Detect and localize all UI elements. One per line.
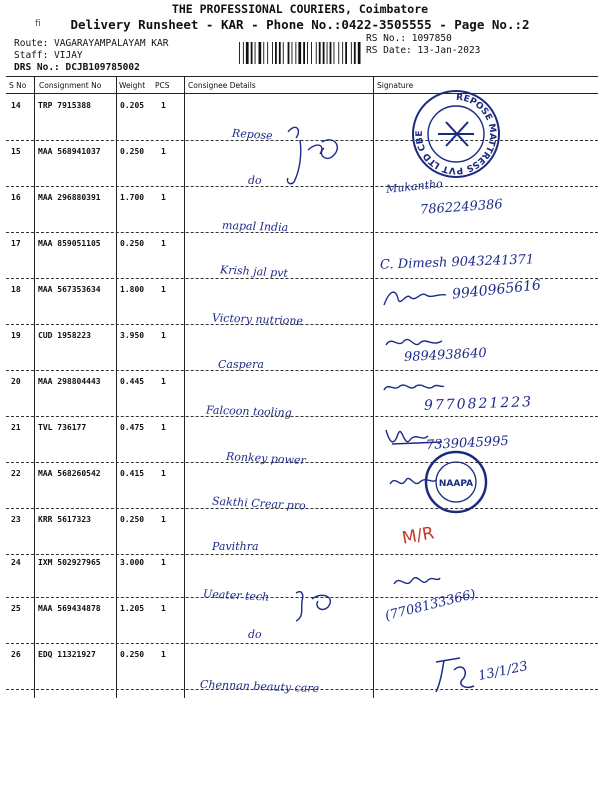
table-header-border bbox=[6, 93, 598, 94]
row-weight: 0.475 bbox=[120, 423, 145, 432]
row-sno: 16 bbox=[11, 193, 21, 202]
handwritten-consignee: Krish jal pvt bbox=[219, 263, 289, 280]
row-consignment: MAA 568941037 bbox=[38, 147, 101, 156]
handwritten-consignee: Pavithra bbox=[212, 540, 259, 553]
row-weight: 0.445 bbox=[120, 377, 145, 386]
row-sno: 23 bbox=[11, 515, 21, 524]
handwritten-consignee: Sakthi Crear pro bbox=[211, 494, 306, 513]
row-weight: 1.800 bbox=[120, 285, 145, 294]
signature-date: 13/1/23 bbox=[476, 658, 530, 685]
handwritten-consignee: do bbox=[248, 628, 262, 641]
row-pcs: 1 bbox=[161, 650, 166, 659]
table-row bbox=[0, 327, 600, 373]
signature-phone: 7862249386 bbox=[419, 197, 504, 218]
row-weight: 0.205 bbox=[120, 101, 145, 110]
runsheet-title: THE PROFESSIONAL COURIERS, Coimbatore bbox=[171, 2, 429, 16]
table-row bbox=[0, 511, 600, 557]
handwritten-consignee: mapal India bbox=[221, 218, 289, 235]
handwritten-consignee: do bbox=[248, 174, 262, 187]
signature-scribble bbox=[388, 470, 438, 494]
row-pcs: 1 bbox=[161, 193, 166, 202]
row-weight: 3.950 bbox=[120, 331, 145, 340]
svg-text:REPOSE MATTRESS PVT LTD CBE: REPOSE MATTRESS PVT LTD CBE bbox=[414, 92, 498, 176]
row-divider bbox=[6, 232, 598, 233]
row-consignment: MAA 298804443 bbox=[38, 377, 101, 386]
signature-phone: 7339045995 bbox=[425, 433, 510, 454]
row-pcs: 1 bbox=[161, 331, 166, 340]
row-divider bbox=[6, 370, 598, 371]
handwritten-bracket-mark bbox=[292, 585, 342, 625]
handwritten-consignee: Victory nutrione bbox=[211, 311, 304, 328]
signature-scribble bbox=[380, 285, 450, 309]
table-row bbox=[0, 189, 600, 235]
row-pcs: 1 bbox=[161, 604, 166, 613]
signature-phone: 9894938640 bbox=[403, 345, 488, 366]
handwritten-consignee: Ronkey power bbox=[225, 449, 307, 468]
row-pcs: 1 bbox=[161, 469, 166, 478]
signature-phone: (7708133366) bbox=[383, 586, 478, 625]
row-consignment: MAA 859051105 bbox=[38, 239, 101, 248]
barcode bbox=[238, 42, 362, 64]
row-consignment: CUD 1958223 bbox=[38, 331, 91, 340]
row-consignment: MAA 296880391 bbox=[38, 193, 101, 202]
row-pcs: 1 bbox=[161, 239, 166, 248]
row-consignment: TRP 7915388 bbox=[38, 101, 91, 110]
row-sno: 19 bbox=[11, 331, 21, 340]
row-weight: 0.250 bbox=[120, 147, 145, 156]
handwritten-consignee: Ueater tech bbox=[202, 587, 270, 604]
staff-label: Staff: VIJAY bbox=[14, 50, 83, 61]
row-weight: 0.415 bbox=[120, 469, 145, 478]
handwritten-consignee: Chennan beauty care bbox=[199, 677, 320, 696]
row-sno: 25 bbox=[11, 604, 21, 613]
row-sno: 24 bbox=[11, 558, 21, 567]
row-sno: 22 bbox=[11, 469, 21, 478]
handwritten-consignee: Falcoon tooling bbox=[205, 403, 292, 420]
row-pcs: 1 bbox=[161, 515, 166, 524]
row-consignment: MAA 568260542 bbox=[38, 469, 101, 478]
handwritten-consignee: Caspera bbox=[218, 358, 264, 371]
row-sno: 20 bbox=[11, 377, 21, 386]
signature-scribble bbox=[382, 378, 446, 396]
svg-text:NAAPA: NAAPA bbox=[438, 479, 474, 489]
row-sno: 21 bbox=[11, 423, 21, 432]
row-pcs: 1 bbox=[161, 285, 166, 294]
column-header-sno: S No bbox=[9, 81, 27, 90]
row-weight: 3.000 bbox=[120, 558, 145, 567]
corner-mark: ﬁ bbox=[35, 19, 41, 29]
row-weight: 0.250 bbox=[120, 515, 145, 524]
row-consignment: KRR 5617323 bbox=[38, 515, 91, 524]
signature-scribble bbox=[392, 570, 442, 594]
column-header-signature: Signature bbox=[377, 81, 414, 90]
row-weight: 0.250 bbox=[120, 650, 145, 659]
row-weight: 1.205 bbox=[120, 604, 145, 613]
row-consignment: MAA 567353634 bbox=[38, 285, 101, 294]
signature-phone: 9770821223 bbox=[423, 394, 534, 414]
rs-date: RS Date: 13-Jan-2023 bbox=[366, 45, 481, 56]
handwritten-consignee: Repose bbox=[231, 126, 274, 143]
row-sno: 26 bbox=[11, 650, 21, 659]
row-consignment: MAA 569434878 bbox=[38, 604, 101, 613]
row-consignment: TVL 736177 bbox=[38, 423, 87, 432]
drs-number: DRS No.: DCJB109785002 bbox=[14, 62, 140, 73]
row-divider bbox=[6, 278, 598, 279]
row-consignment: IXM 502927965 bbox=[38, 558, 101, 567]
row-sno: 15 bbox=[11, 147, 21, 156]
rs-number: RS No.: 1097850 bbox=[366, 33, 452, 44]
row-divider bbox=[6, 416, 598, 417]
column-header-consignee: Consignee Details bbox=[188, 81, 256, 90]
row-consignment: EDQ 11321927 bbox=[38, 650, 96, 659]
row-pcs: 1 bbox=[161, 558, 166, 567]
row-sno: 18 bbox=[11, 285, 21, 294]
route-label: Route: VAGARAYAMPALAYAM KAR bbox=[14, 38, 169, 49]
row-sno: 14 bbox=[11, 101, 21, 110]
column-header-pcs: PCS bbox=[155, 81, 170, 90]
signature-name: Mukantho bbox=[385, 177, 444, 196]
row-pcs: 1 bbox=[161, 377, 166, 386]
table-top-border bbox=[6, 76, 598, 77]
handwritten-bracket-mark bbox=[282, 120, 352, 190]
column-header-consignment: Consignment No bbox=[39, 81, 102, 90]
runsheet-subtitle: Delivery Runsheet - KAR - Phone No.:0422-3505555 - Page No.:2 bbox=[70, 17, 530, 32]
signature: C. Dimesh 9043241371 bbox=[379, 252, 535, 273]
signature-mr: M/R bbox=[400, 523, 436, 549]
row-weight: 1.700 bbox=[120, 193, 145, 202]
row-pcs: 1 bbox=[161, 423, 166, 432]
column-header-weight: Weight bbox=[119, 81, 146, 90]
signature-phone: 9940965616 bbox=[451, 277, 542, 303]
row-pcs: 1 bbox=[161, 147, 166, 156]
row-sno: 17 bbox=[11, 239, 21, 248]
row-divider bbox=[6, 643, 598, 644]
row-pcs: 1 bbox=[161, 101, 166, 110]
row-weight: 0.250 bbox=[120, 239, 145, 248]
repose-stamp bbox=[410, 88, 502, 180]
